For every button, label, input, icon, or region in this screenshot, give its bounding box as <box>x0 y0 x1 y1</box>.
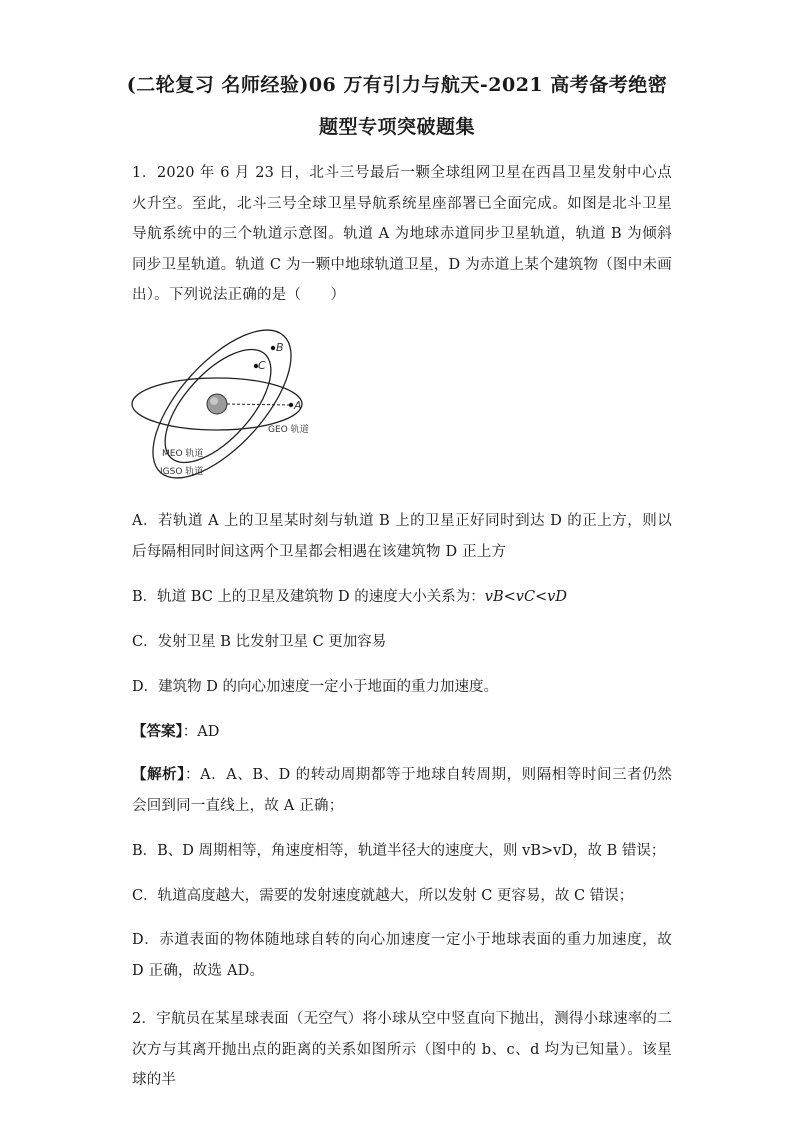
option-b-relation: vB<vC<vD <box>484 589 567 605</box>
page-subtitle: 题型专项突破题集 <box>318 116 475 138</box>
label-a: A <box>294 399 302 412</box>
option-c: C．发射卫星 B 比发射卫星 C 更加容易 <box>132 634 387 650</box>
label-geo: GEO 轨道 <box>268 425 309 435</box>
orbit-diagram <box>130 328 330 488</box>
analysis-c: C．轨道高度越大，需要的发射速度就越大，所以发射 C 更容易，故 C 错误； <box>132 888 634 904</box>
satellite-b <box>271 346 275 350</box>
radius-line <box>227 404 290 405</box>
answer <box>132 721 677 743</box>
analysis-a-text: ：A．A、B、D 的转动周期都等于地球自转周期，则隔相等时间三者仍然会回到同一直线上，故 A 正确； <box>132 767 672 814</box>
analysis-b: B．B、D 周期相等，角速度相等，轨道半径大的速度大，则 vB>vD，故 B 错误； <box>132 843 666 859</box>
earth-highlight <box>210 397 218 405</box>
page-title: (二轮复习 名师经验)06 万有引力与航天-2021 高考备考绝密 <box>126 74 668 96</box>
analysis-a <box>132 760 672 821</box>
label-meo: MEO 轨道 <box>162 449 204 459</box>
option-b-prefix: B．轨道 BC 上的卫星及建筑物 D 的速度大小关系为： <box>132 589 485 605</box>
option-d: D．建筑物 D 的向心加速度一定小于地面的重力加速度。 <box>132 679 498 695</box>
label-c: C <box>258 359 266 372</box>
option-a: A．若轨道 A 上的卫星某时刻与轨道 B 上的卫星正好同时到达 D 的正上方，则以后每隔相同时间这两个卫星都会相遇在该建筑物 D 正上方 <box>132 513 672 560</box>
analysis-d: D．赤道表面的物体随地球自转的向心加速度一定小于地球表面的重力加速度，故 D 正确，故选 AD。 <box>132 932 672 979</box>
question-2-stem: 2．宇航员在某星球表面（无空气）将小球从空中竖直向下抛出，测得小球速率的二次方与其离开抛出点的距离的关系如图所示（图中的 b、c、d 均为已知量）。该星球的半 <box>132 1011 672 1088</box>
answer-value: ：AD <box>182 724 220 740</box>
question-1-stem: 1．2020 年 6 月 23 日，北斗三号最后一颗全球组网卫星在西昌卫星发射中心点火升空。至此，北斗三号全球卫星导航系统星座部署已全面完成。如图是北斗卫星导航系统中的三个轨道示意图。轨道 A 为地球赤道同步卫星轨道，轨道 B 为倾斜同步卫星轨道。轨道 C 为一颗中地球轨道卫星，D 为赤道上某个建筑物（图中未画出）。下列说法正确的是（ ） <box>132 165 672 303</box>
satellite-a <box>289 403 293 407</box>
answer-tag: 【答案】 <box>132 723 183 740</box>
option-b <box>132 586 677 608</box>
label-igso: IGSO 轨道 <box>160 467 204 477</box>
earth <box>207 394 227 414</box>
analysis-tag: 【解析】 <box>132 766 186 783</box>
label-b: B <box>276 341 284 354</box>
